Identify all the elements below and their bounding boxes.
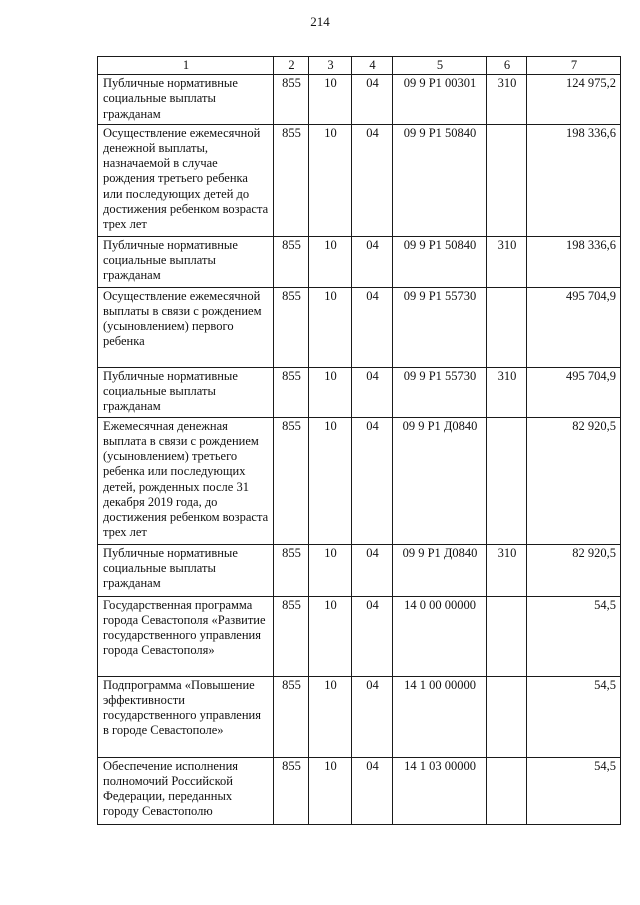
row-col-4: 04: [352, 596, 393, 676]
row-name: Осуществление ежемесячной выплаты в связи с рождением (усыновлением) первого ребенка: [98, 287, 274, 367]
row-col-2: 855: [274, 236, 309, 287]
page-number: 214: [310, 14, 330, 29]
row-amount: 124 975,2: [527, 75, 621, 125]
row-col-5: 09 9 P1 00301: [393, 75, 487, 125]
row-col-6: [487, 124, 527, 236]
row-col-4: 04: [352, 287, 393, 367]
row-col-4: 04: [352, 236, 393, 287]
row-name: Публичные нормативные социальные выплаты гражданам: [98, 367, 274, 417]
row-col-2: 855: [274, 417, 309, 544]
row-name: Публичные нормативные социальные выплаты гражданам: [98, 75, 274, 125]
row-col-3: 10: [309, 236, 352, 287]
row-col-2: 855: [274, 596, 309, 676]
row-col-3: 10: [309, 287, 352, 367]
row-col-6: 310: [487, 544, 527, 596]
table-row: [98, 287, 621, 367]
row-col-5: 14 1 00 00000: [393, 676, 487, 757]
row-col-5: 09 9 P1 50840: [393, 236, 487, 287]
row-name: Подпрограмма «Повышение эффективности государственного управления в городе Севастополе»: [98, 676, 274, 757]
table-row: [98, 75, 621, 125]
row-col-3: 10: [309, 676, 352, 757]
column-header: 5: [393, 57, 487, 75]
column-header: 6: [487, 57, 527, 75]
row-amount: 198 336,6: [527, 124, 621, 236]
row-name: Публичные нормативные социальные выплаты гражданам: [98, 236, 274, 287]
row-col-3: 10: [309, 417, 352, 544]
row-col-4: 04: [352, 367, 393, 417]
row-col-6: [487, 287, 527, 367]
row-amount: 82 920,5: [527, 544, 621, 596]
row-col-5: 09 9 P1 55730: [393, 367, 487, 417]
table-row: [98, 596, 621, 676]
column-header: 4: [352, 57, 393, 75]
row-name: Обеспечение исполнения полномочий Российской Федерации, переданных городу Севастополю: [98, 757, 274, 824]
row-col-6: [487, 596, 527, 676]
row-col-2: 855: [274, 124, 309, 236]
row-name: Государственная программа города Севастополя «Развитие государственного управления города Севастополя»: [98, 596, 274, 676]
row-col-2: 855: [274, 757, 309, 824]
table-row: [98, 544, 621, 596]
row-amount: 54,5: [527, 596, 621, 676]
row-col-4: 04: [352, 417, 393, 544]
row-amount: 54,5: [527, 757, 621, 824]
table-row: [98, 367, 621, 417]
row-col-4: 04: [352, 757, 393, 824]
table-row: [98, 236, 621, 287]
row-name: Осуществление ежемесячной денежной выплаты, назначаемой в случае рождения третьего ребенка или последующих детей до достижения ребенком возраста трех лет: [98, 124, 274, 236]
row-col-5: 09 9 P1 50840: [393, 124, 487, 236]
row-col-4: 04: [352, 676, 393, 757]
row-name: Публичные нормативные социальные выплаты гражданам: [98, 544, 274, 596]
row-col-2: 855: [274, 287, 309, 367]
row-col-4: 04: [352, 544, 393, 596]
table-header-row: [98, 57, 621, 75]
row-amount: 82 920,5: [527, 417, 621, 544]
row-col-4: 04: [352, 75, 393, 125]
row-amount: 198 336,6: [527, 236, 621, 287]
row-col-5: 09 9 P1 Д0840: [393, 417, 487, 544]
row-amount: 495 704,9: [527, 287, 621, 367]
column-header: 3: [309, 57, 352, 75]
row-name: Ежемесячная денежная выплата в связи с рождением (усыновлением) третьего ребенка или последующих детей, рожденных после 31 декабря 2019 года, до достижения ребенком возраста трех лет: [98, 417, 274, 544]
row-col-5: 09 9 P1 55730: [393, 287, 487, 367]
table-row: [98, 417, 621, 544]
table-row: [98, 757, 621, 824]
row-col-6: 310: [487, 236, 527, 287]
row-col-6: [487, 417, 527, 544]
row-amount: 54,5: [527, 676, 621, 757]
row-amount: 495 704,9: [527, 367, 621, 417]
row-col-6: 310: [487, 75, 527, 125]
row-col-5: 14 0 00 00000: [393, 596, 487, 676]
row-col-4: 04: [352, 124, 393, 236]
column-header: 2: [274, 57, 309, 75]
column-header: 1: [98, 57, 274, 75]
row-col-3: 10: [309, 544, 352, 596]
row-col-3: 10: [309, 757, 352, 824]
row-col-2: 855: [274, 676, 309, 757]
column-header: 7: [527, 57, 621, 75]
row-col-6: [487, 676, 527, 757]
row-col-3: 10: [309, 367, 352, 417]
row-col-2: 855: [274, 75, 309, 125]
row-col-3: 10: [309, 75, 352, 125]
row-col-3: 10: [309, 596, 352, 676]
row-col-6: 310: [487, 367, 527, 417]
row-col-5: 09 9 P1 Д0840: [393, 544, 487, 596]
row-col-6: [487, 757, 527, 824]
budget-table: [97, 56, 621, 825]
row-col-2: 855: [274, 544, 309, 596]
row-col-5: 14 1 03 00000: [393, 757, 487, 824]
row-col-2: 855: [274, 367, 309, 417]
table-row: [98, 124, 621, 236]
row-col-3: 10: [309, 124, 352, 236]
table-row: [98, 676, 621, 757]
